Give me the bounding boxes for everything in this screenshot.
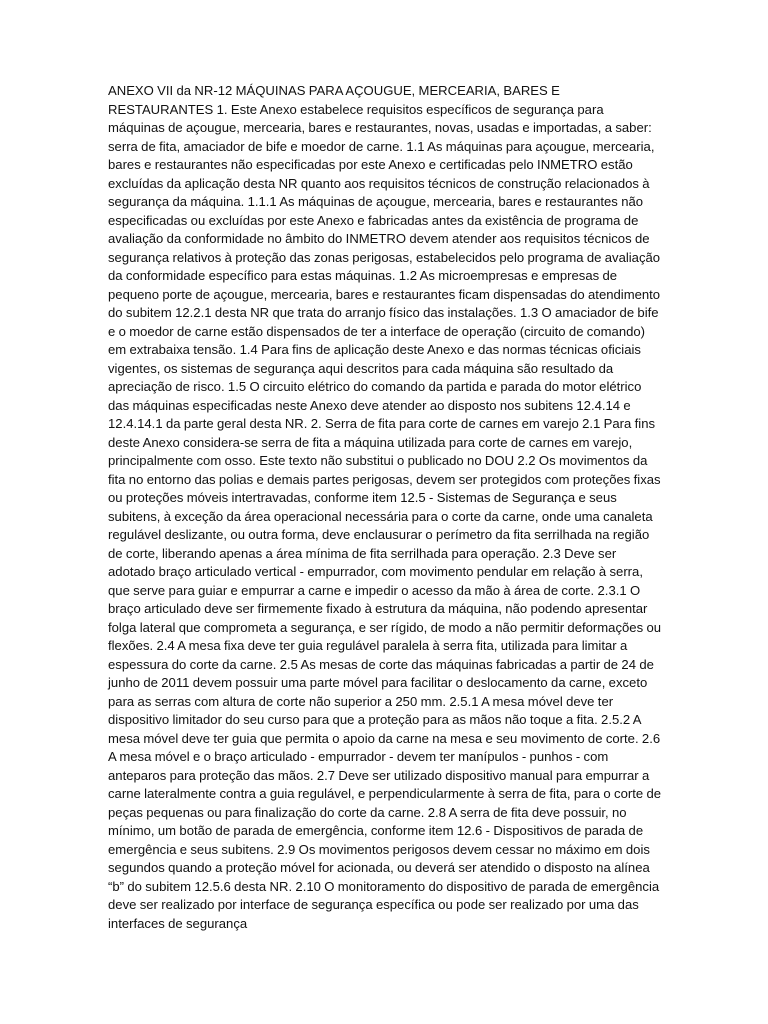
document-body-text: ANEXO VII da NR-12 MÁQUINAS PARA AÇOUGUE, MERCEARIA, BARES E RESTAURANTES 1. Este Anexo estabelece requisitos específicos de segurança para máquinas de açougue, mercearia, bares e restaurantes, novas, usadas e importadas, a saber: serra de fita, amaciador de bife e moedor de carne. 1.1 As máquinas para açougue, mercearia, bares e restaurantes não especificadas por este Anexo e certificadas pelo INMETRO estão excluídas da aplicação desta NR quanto aos requisitos técnicos de construção relacionados à segurança da máquina. 1.1.1 As máquinas de açougue, mercearia, bares e restaurantes não especificadas ou excluídas por este Anexo e fabricadas antes da existência de programa de avaliação da conformidade no âmbito do INMETRO devem atender aos requisitos técnicos de segurança relativos à proteção das zonas perigosas, estabelecidos pelo programa de avaliação da conformidade específico para estas máquinas. 1.2 As microempresas e empresas de pequeno porte de açougue, mercearia, bares e restaurantes ficam dispensadas do atendimento do subitem 12.2.1 desta NR que trata do arranjo físico das instalações. 1.3 O amaciador de bife e o moedor de carne estão dispensados de ter a interface de operação (circuito de comando) em extrabaixa tensão. 1.4 Para fins de aplicação deste Anexo e das normas técnicas oficiais vigentes, os sistemas de segurança aqui descritos para cada máquina são resultado da apreciação de risco. 1.5 O circuito elétrico do comando da partida e parada do motor elétrico das máquinas especificadas neste Anexo deve atender ao disposto nos subitens 12.4.14 e 12.4.14.1 da parte geral desta NR. 2. Serra de fita para corte de carnes em varejo 2.1 Para fins deste Anexo considera-se serra de fita a máquina utilizada para corte de carnes em varejo, principalmente com osso. Este texto não substitui o publicado no DOU 2.2 Os movimentos da fita no entorno das polias e demais partes perigosas, devem ser protegidos com proteções fixas ou proteções móveis intertravadas, conforme item 12.5 - Sistemas de Segurança e seus subitens, à exceção da área operacional necessária para o corte da carne, onde uma canaleta regulável deslizante, ou outra forma, deve enclausurar o perímetro da fita serrilhada na região de corte, liberando apenas a área mínima de fita serrilhada para operação. 2.3 Deve ser adotado braço articulado vertical - empurrador, com movimento pendular em relação à serra, que serve para guiar e empurrar a carne e impedir o acesso da mão à área de corte. 2.3.1 O braço articulado deve ser firmemente fixado à estrutura da máquina, não podendo apresentar folga lateral que comprometa a segurança, e ser rígido, de modo a não permitir deformações ou flexões. 2.4 A mesa fixa deve ter guia regulável paralela à serra fita, utilizada para limitar a espessura do corte da carne. 2.5 As mesas de corte das máquinas fabricadas a partir de 24 de junho de 2011 devem possuir uma parte móvel para facilitar o deslocamento da carne, exceto para as serras com altura de corte não superior a 250 mm. 2.5.1 A mesa móvel deve ter dispositivo limitador do seu curso para que a proteção para as mãos não toque a fita. 2.5.2 A mesa móvel deve ter guia que permita o apoio da carne na mesa e seu movimento de corte. 2.6 A mesa móvel e o braço articulado - empurrador - devem ter manípulos - punhos - com anteparos para proteção das mãos. 2.7 Deve ser utilizado dispositivo manual para empurrar a carne lateralmente contra a guia regulável, e perpendicularmente à serra de fita, para o corte de peças pequenas ou para finalização do corte da carne. 2.8 A serra de fita deve possuir, no mínimo, um botão de parada de emergência, conforme item 12.6 - Dispositivos de parada de emergência e seus subitens. 2.9 Os movimentos perigosos devem cessar no máximo em dois segundos quando a proteção móvel for acionada, ou deverá ser atendido o disposto na alínea “b” do subitem 12.5.6 desta NR. 2.10 O monitoramento do dispositivo de parada de emergência deve ser realizado por interface de segurança específica ou pode ser realizado por uma das interfaces de segurança xyxy=(108,83,662,931)
